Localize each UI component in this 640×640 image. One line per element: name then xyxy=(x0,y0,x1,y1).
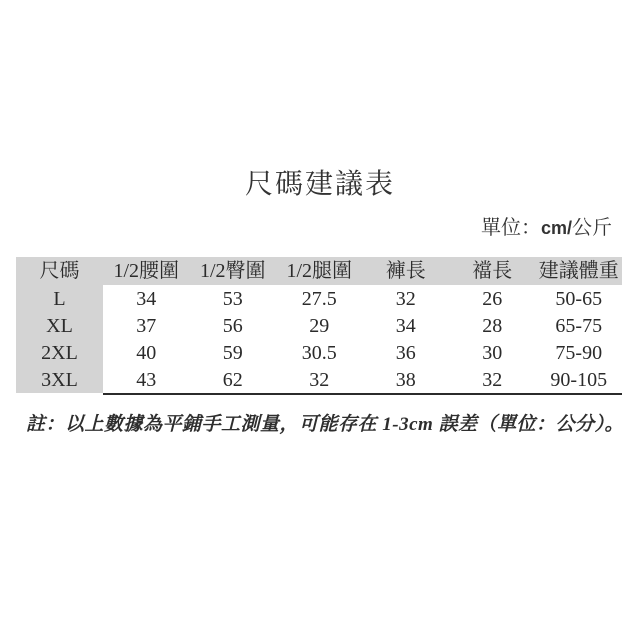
page-title: 尺碼建議表 xyxy=(244,169,395,200)
value-cell: 34 xyxy=(363,312,450,341)
unit-label xyxy=(481,211,612,240)
table-row xyxy=(16,285,622,312)
value-cell: 27.5 xyxy=(276,285,363,314)
column-header-size: 尺碼 xyxy=(39,260,80,282)
value-cell: 43 xyxy=(103,366,190,395)
size-label-cell: L xyxy=(16,285,103,312)
table-header-row xyxy=(16,257,622,285)
value-cell: 36 xyxy=(363,339,450,368)
value-cell: 40 xyxy=(103,339,190,368)
size-label-cell: 2XL xyxy=(16,339,103,366)
table-row xyxy=(16,312,622,339)
table-row xyxy=(16,339,622,366)
value-cell: 75-90 xyxy=(536,339,623,368)
column-header-length: 褲長 xyxy=(385,260,426,282)
value-cell: 32 xyxy=(363,285,450,314)
value-cell: 65-75 xyxy=(536,312,623,341)
value-cell: 50-65 xyxy=(536,285,623,314)
size-label-cell: 3XL xyxy=(16,366,103,393)
value-cell: 90-105 xyxy=(536,366,623,395)
column-header-thigh: 1/2腿圍 xyxy=(286,260,353,282)
unit-prefix: 單位： xyxy=(480,217,541,239)
value-cell: 30.5 xyxy=(276,339,363,368)
value-cell: 38 xyxy=(363,366,450,395)
value-cell: 37 xyxy=(103,312,190,341)
size-label-cell: XL xyxy=(16,312,103,339)
footnote: 註：以上數據為平鋪手工測量，可能存在 1-3cm 誤差（單位：公分）。 xyxy=(26,414,625,435)
value-cell: 62 xyxy=(190,366,277,395)
value-cell: 28 xyxy=(449,312,536,341)
column-header-rise: 襠長 xyxy=(472,260,513,282)
value-cell: 29 xyxy=(276,312,363,341)
value-cell: 53 xyxy=(190,285,277,314)
column-header-weight: 建議體重 xyxy=(538,260,619,282)
table-row xyxy=(16,366,622,393)
value-cell: 26 xyxy=(449,285,536,314)
value-cell: 56 xyxy=(190,312,277,341)
value-cell: 32 xyxy=(276,366,363,395)
column-header-hip: 1/2臀圍 xyxy=(199,260,266,282)
value-cell: 32 xyxy=(449,366,536,395)
unit-cm: cm/ xyxy=(540,218,572,238)
unit-suffix: 公斤 xyxy=(572,217,612,239)
value-cell: 30 xyxy=(449,339,536,368)
column-header-waist: 1/2腰圍 xyxy=(113,260,180,282)
value-cell: 34 xyxy=(103,285,190,314)
value-cell: 59 xyxy=(190,339,277,368)
size-table xyxy=(16,257,622,393)
